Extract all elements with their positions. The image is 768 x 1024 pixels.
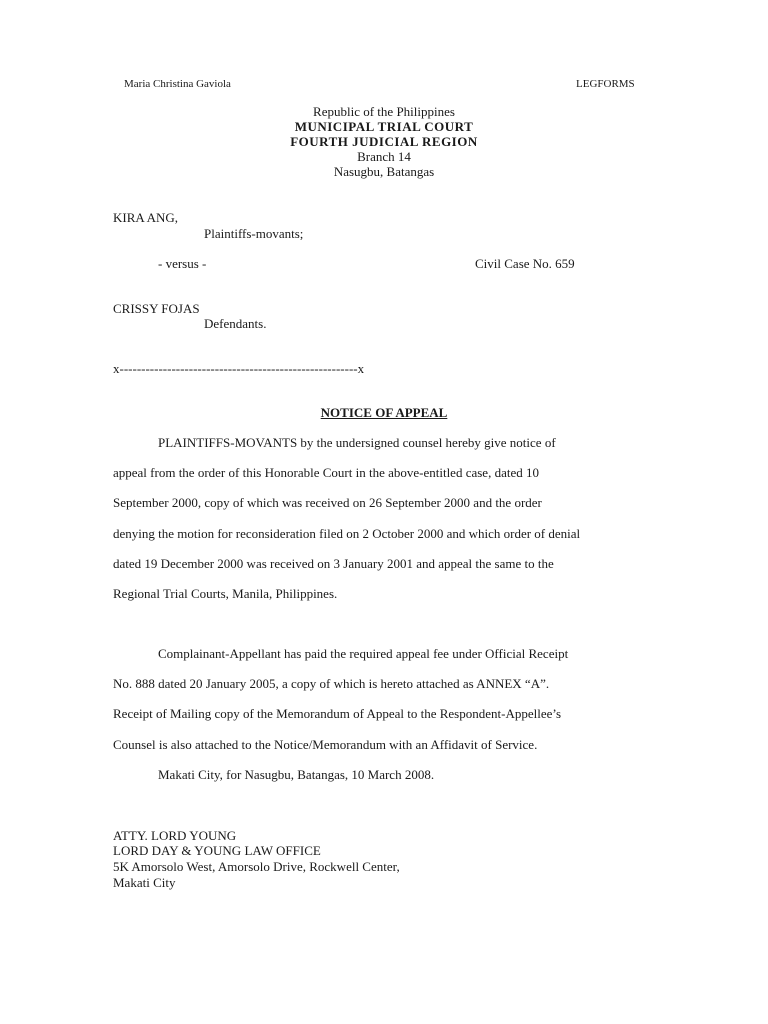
paragraph-line: Complainant-Appellant has paid the required appeal fee under Official Receipt — [158, 646, 569, 661]
paragraph-line: Regional Trial Courts, Manila, Philippines. — [113, 586, 338, 602]
place-date: Makati City, for Nasugbu, Batangas, 10 March 2008. — [158, 767, 435, 782]
document-title: NOTICE OF APPEAL — [320, 405, 448, 420]
defendant-role: Defendants. — [204, 316, 267, 331]
caption-divider: x-------------------------------------------------------x — [113, 361, 365, 376]
paragraph-line: appeal from the order of this Honorable Court in the above-entitled case, dated 10 — [113, 465, 539, 481]
branch-number: Branch 14 — [357, 149, 411, 164]
paragraph-line: Receipt of Mailing copy of the Memorandum of Appeal to the Respondent-Appellee’s — [113, 706, 562, 722]
author-name: Maria Christina Gaviola — [124, 78, 231, 90]
paragraph-line: Counsel is also attached to the Notice/Memorandum with an Affidavit of Service. — [113, 736, 538, 752]
law-firm: LORD DAY & YOUNG LAW OFFICE — [113, 843, 321, 858]
versus-label: - versus - — [158, 256, 207, 271]
paragraph-line: PLAINTIFFS-MOVANTS by the undersigned counsel hereby give notice of — [158, 435, 556, 450]
plaintiff-name: KIRA ANG, — [113, 210, 179, 225]
firm-address-line2: Makati City — [113, 875, 176, 890]
paragraph-line: dated 19 December 2000 was received on 3 January 2001 and appeal the same to the — [113, 555, 554, 571]
court-location: Nasugbu, Batangas — [333, 164, 435, 179]
attorney-name: ATTY. LORD YOUNG — [113, 828, 237, 843]
defendant-name: CRISSY FOJAS — [113, 301, 200, 316]
case-number: Civil Case No. 659 — [475, 256, 575, 271]
paragraph-line: No. 888 dated 20 January 2005, a copy of which is hereto attached as ANNEX “A”. — [113, 676, 550, 692]
payment-paragraph — [113, 639, 655, 760]
judicial-region: FOURTH JUDICIAL REGION — [290, 134, 478, 149]
plaintiff-role: Plaintiffs-movants; — [204, 226, 304, 241]
paragraph-line: denying the motion for reconsideration filed on 2 October 2000 and which order of denial — [113, 525, 581, 541]
firm-address-line1: 5K Amorsolo West, Amorsolo Drive, Rockwell Center, — [113, 859, 400, 874]
republic-heading: Republic of the Philippines — [313, 104, 455, 119]
appeal-paragraph — [113, 428, 655, 609]
paragraph-line: September 2000, copy of which was received on 26 September 2000 and the order — [113, 495, 542, 511]
court-name: MUNICIPAL TRIAL COURT — [294, 119, 474, 134]
source-label: LEGFORMS — [576, 78, 635, 90]
